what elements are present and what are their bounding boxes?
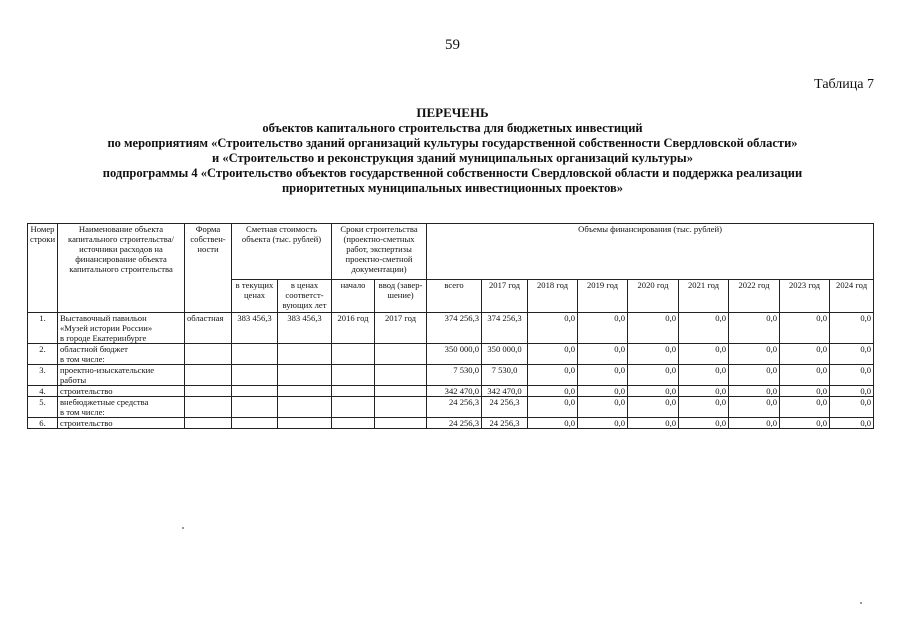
table-row: [28, 397, 874, 418]
cost-corresponding: 383 456,3: [278, 313, 332, 344]
object-name: [58, 344, 185, 365]
row-number: 1.: [28, 313, 58, 344]
year-value: 0,0: [578, 418, 628, 429]
year-value: 0,0: [780, 386, 830, 397]
year-value: 0,0: [830, 418, 874, 429]
end-year: 2017 год: [375, 313, 427, 344]
header-object-name: Наименование объекта капитального строительства/ источники расходов на финансирование объекта капитального строительства: [58, 224, 185, 313]
year-value: 0,0: [679, 365, 729, 386]
year-value: 0,0: [528, 365, 578, 386]
year-value: 0,0: [578, 365, 628, 386]
year-value: 0,0: [729, 313, 780, 344]
year-value: 0,0: [679, 344, 729, 365]
cost-current: [232, 344, 278, 365]
object-name-line: работы: [60, 375, 87, 385]
header-construction-period: Сроки строительства (проектно-сметных работ, экспертизы проектно-сметной документации): [332, 224, 427, 280]
title-heading: ПЕРЕЧЕНЬ: [416, 105, 489, 120]
object-name: [58, 365, 185, 386]
title-line: приоритетных муниципальных инвестиционных проектов»: [281, 181, 624, 195]
title-line: по мероприятиям «Строительство зданий организаций культуры государственной собственности Свердловской области»: [107, 136, 798, 150]
year-value: 0,0: [528, 313, 578, 344]
year-value: 0,0: [628, 386, 679, 397]
object-name-line: областной бюджет: [60, 344, 128, 354]
year-value: 0,0: [628, 365, 679, 386]
year-value: 0,0: [830, 344, 874, 365]
header-year: 2021 год: [679, 280, 729, 313]
object-name: [58, 386, 185, 397]
cost-current: 383 456,3: [232, 313, 278, 344]
title-line: объектов капитального строительства для бюджетных инвестиций: [262, 121, 643, 135]
header-cost-current: в текущих ценах: [232, 280, 278, 313]
table-row: [28, 313, 874, 344]
header-year: 2017 год: [482, 280, 528, 313]
end-year: [375, 418, 427, 429]
total-value: 350 000,0: [427, 344, 482, 365]
header-row-number: Номер строки: [28, 224, 58, 313]
year-value: 0,0: [528, 418, 578, 429]
object-name: [58, 313, 185, 344]
year-value: 0,0: [729, 344, 780, 365]
object-name: [58, 397, 185, 418]
start-year: [332, 418, 375, 429]
header-commissioning: ввод (завер-шение): [375, 280, 427, 313]
year-value: 350 000,0: [482, 344, 528, 365]
start-year: [332, 386, 375, 397]
table-row: [28, 344, 874, 365]
header-year: 2019 год: [578, 280, 628, 313]
year-value: 374 256,3: [482, 313, 528, 344]
page-number: 59: [445, 37, 460, 53]
year-value: 0,0: [628, 397, 679, 418]
year-value: 0,0: [780, 418, 830, 429]
year-value: 0,0: [628, 344, 679, 365]
row-number: 2.: [28, 344, 58, 365]
row-number: 6.: [28, 418, 58, 429]
total-value: 24 256,3: [427, 418, 482, 429]
year-value: 0,0: [578, 344, 628, 365]
table-label: Таблица 7: [814, 77, 874, 92]
year-value: 0,0: [780, 397, 830, 418]
year-value: 0,0: [679, 418, 729, 429]
year-value: 0,0: [578, 313, 628, 344]
cost-current: [232, 365, 278, 386]
header-estimated-cost: Сметная стоимость объекта (тыс. рублей): [232, 224, 332, 280]
cost-corresponding: [278, 418, 332, 429]
start-year: [332, 344, 375, 365]
title-line: и «Строительство и реконструкция зданий муниципальных организаций культуры»: [212, 151, 693, 165]
header-financing-volume: Объемы финансирования (тыс. рублей): [427, 224, 874, 280]
object-name-line: строительство: [60, 386, 113, 396]
cost-corresponding: [278, 386, 332, 397]
object-name-line: «Музей истории России»: [60, 323, 153, 333]
year-value: 0,0: [780, 313, 830, 344]
year-value: 0,0: [578, 386, 628, 397]
cost-current: [232, 418, 278, 429]
cost-corresponding: [278, 397, 332, 418]
header-year: 2023 год: [780, 280, 830, 313]
year-value: 0,0: [528, 344, 578, 365]
start-year: [332, 365, 375, 386]
header-ownership-form: Форма собствен-ности: [185, 224, 232, 313]
total-value: 7 530,0: [427, 365, 482, 386]
year-value: 0,0: [729, 386, 780, 397]
header-year: 2024 год: [830, 280, 874, 313]
year-value: 0,0: [830, 386, 874, 397]
year-value: 0,0: [628, 313, 679, 344]
year-value: 0,0: [780, 344, 830, 365]
financing-table: [27, 223, 874, 429]
object-name-line: проектно-изыскательские: [60, 365, 155, 375]
year-value: 342 470,0: [482, 386, 528, 397]
object-name: [58, 418, 185, 429]
end-year: [375, 344, 427, 365]
row-number: 5.: [28, 397, 58, 418]
total-value: 374 256,3: [427, 313, 482, 344]
header-total: всего: [427, 280, 482, 313]
ownership-form: [185, 418, 232, 429]
row-number: 3.: [28, 365, 58, 386]
object-name-line: в городе Екатеринбурге: [60, 333, 147, 343]
header-start: начало: [332, 280, 375, 313]
object-name-line: в том числе:: [60, 354, 105, 364]
cost-current: [232, 397, 278, 418]
year-value: 0,0: [729, 365, 780, 386]
year-value: 0,0: [830, 365, 874, 386]
object-name-line: строительство: [60, 418, 113, 428]
total-value: 342 470,0: [427, 386, 482, 397]
year-value: 0,0: [830, 313, 874, 344]
year-value: 0,0: [830, 397, 874, 418]
year-value: 0,0: [679, 397, 729, 418]
ownership-form: [185, 397, 232, 418]
cost-current: [232, 386, 278, 397]
end-year: [375, 397, 427, 418]
table-row: [28, 365, 874, 386]
scan-speck: [182, 527, 184, 529]
scan-speck: [860, 602, 862, 604]
year-value: 7 530,0: [482, 365, 528, 386]
header-row: [28, 224, 874, 280]
year-value: 0,0: [679, 386, 729, 397]
year-value: 24 256,3: [482, 418, 528, 429]
year-value: 0,0: [528, 386, 578, 397]
year-value: 0,0: [628, 418, 679, 429]
title-line: подпрограммы 4 «Строительство объектов государственной собственности Свердловской области и поддержка реализации: [102, 166, 803, 180]
table-row: [28, 386, 874, 397]
total-value: 24 256,3: [427, 397, 482, 418]
object-name-line: в том числе:: [60, 407, 105, 417]
row-number: 4.: [28, 386, 58, 397]
object-name-line: Выставочный павильон: [60, 313, 147, 323]
year-value: 0,0: [729, 418, 780, 429]
document-title: [40, 105, 865, 196]
end-year: [375, 386, 427, 397]
year-value: 0,0: [578, 397, 628, 418]
year-value: 0,0: [729, 397, 780, 418]
start-year: [332, 397, 375, 418]
cost-corresponding: [278, 365, 332, 386]
header-year: 2020 год: [628, 280, 679, 313]
header-year: 2018 год: [528, 280, 578, 313]
year-value: 0,0: [679, 313, 729, 344]
header-year: 2022 год: [729, 280, 780, 313]
table-row: [28, 418, 874, 429]
cost-corresponding: [278, 344, 332, 365]
header-cost-corresponding: в ценах соответст-вующих лет: [278, 280, 332, 313]
end-year: [375, 365, 427, 386]
ownership-form: [185, 344, 232, 365]
ownership-form: областная: [185, 313, 232, 344]
ownership-form: [185, 386, 232, 397]
ownership-form: [185, 365, 232, 386]
object-name-line: внебюджетные средства: [60, 397, 149, 407]
year-value: 0,0: [780, 365, 830, 386]
year-value: 24 256,3: [482, 397, 528, 418]
start-year: 2016 год: [332, 313, 375, 344]
year-value: 0,0: [528, 397, 578, 418]
